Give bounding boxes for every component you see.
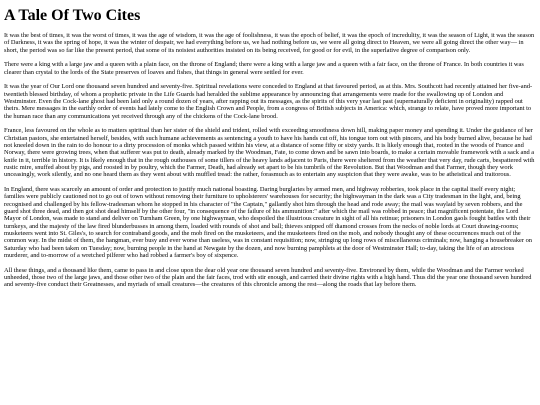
paragraph-6: All these things, and a thousand like them, came to pass in and close upon the dear old year one thousand seven hundred and seventy-five. Environed by them, while the Woodman and the Farmer worked unheeded, those two of the large jaws, and those other two of the plain and the fair faces, trod with stir enough, and carried their divine rights with a high hand. Thus did the year one thousand seven hundred and seventy-five conduct their Greatnesses, and myriads of small creatures—the creatures of this chronicle among the rest—along the roads that lay before them.	[4, 266, 532, 289]
paragraph-2: There were a king with a large jaw and a queen with a plain face, on the throne of England; there were a king with a large jaw and a queen with a fair face, on the throne of France. In both countries it was clearer than crystal to the lords of the State preserves of loaves and fishes, that things in general were settled for ever.	[4, 61, 524, 76]
paragraph-5: In England, there was scarcely an amount of order and protection to justify much national boasting. Daring burglaries by armed men, and highway robberies, took place in the capital itself every night; families were publicly cautioned not to go out of town without removing their furniture to upholsterers' warehouses for security; the highwayman in the dark was a City tradesman in the light, and, being recognised and challenged by his fellow-tradesman whom he stopped in his character of "the Captain," gallantly shot him through the head and rode away; the mail was waylaid by seven robbers, and the guard shot three dead, and then got shot dead himself by the other four, "in consequence of the failure of his ammunition:" after which the mail was robbed in peace; that magnificent potentate, the Lord Mayor of London, was made to stand and deliver on Turnham Green, by one highwayman, who despoiled the illustrious creature in sight of all his retinue; prisoners in London gaols fought battles with their turnkeys, and the majesty of the law fired blunderbusses in among them, loaded with rounds of shot and ball; thieves snipped off diamond crosses from the necks of noble lords at Court drawing-rooms; musketeers went into St. Giles's, to search for contraband goods, and the mob fired on the musketeers, and the musketeers fired on the mob, and nobody thought any of these occurrences much out of the common way. In the midst of them, the hangman, ever busy and ever worse than useless, was in constant requisition; now, stringing up long rows of miscellaneous criminals; now, hanging a housebreaker on Saturday who had been taken on Tuesday; now, burning people in the hand at Newgate by the dozen, and now burning pamphlets at the door of Westminster Hall; to-day, taking the life of an atrocious murderer, and to-morrow of a wretched pilferer who had robbed a farmer's boy of sixpence.	[4, 186, 532, 260]
paragraph-3: It was the year of Our Lord one thousand seven hundred and seventy-five. Spiritual revelations were conceded to England at that favoured period, as at this. Mrs. Southcott had recently attained her five-and-twentieth blessed birthday, of whom a prophetic private in the Life Guards had heralded the sublime appearance by announcing that arrangements were made for the swallowing up of London and Westminster. Even the Cock-lane ghost had been laid only a round dozen of years, after rapping out its messages, as the spirits of this very year last past (supernaturally deficient in originality) rapped out theirs. Mere messages in the earthly order of events had lately come to the English Crown and People, from a congress of British subjects in America: which, strange to relate, have proved more important to the human race than any communications yet received through any of the chickens of the Cock-lane brood.	[4, 83, 533, 120]
document-title: A Tale Of Two Cites	[4, 7, 141, 24]
paragraph-1: It was the best of times, it was the worst of times, it was the age of wisdom, it was the age of foolishness, it was the epoch of belief, it was the epoch of incredulity, it was the season of Light, it was the season of Darkness, it was the spring of hope, it was the winter of despair, we had everything before us, we had nothing before us, we were all going direct to Heaven, we were all going direct the other way— in short, the period was so far like the present period, that some of its noisiest authorities insisted on its being received, for good or for evil, in the superlative degree of comparison only.	[4, 32, 535, 54]
paragraph-4: France, less favoured on the whole as to matters spiritual than her sister of the shield and trident, rolled with exceeding smoothness down hill, making paper money and spending it. Under the guidance of her Christian pastors, she entertained herself, besides, with such humane achievements as sentencing a youth to have his hands cut off, his tongue torn out with pincers, and his body burned alive, because he had not kneeled down in the rain to do honour to a dirty procession of monks which passed within his view, at a distance of some fifty or sixty yards. It is likely enough that, rooted in the woods of France and Norway, there were growing trees, when that sufferer was put to death, already marked by the Woodman, Fate, to come down and be sawn into boards, to make a certain movable framework with a sack and a knife in it, terrible in history. It is likely enough that in the rough outhouses of some tillers of the heavy lands adjacent to Paris, there were sheltered from the weather that very day, rude carts, bespattered with rustic mire, snuffed about by pigs, and roosted in by poultry, which the Farmer, Death, had already set apart to be his tumbrils of the Revolution. But that Woodman and that Farmer, though they work unceasingly, work silently, and no one heard them as they went about with muffled tread: the rather, forasmuch as to entertain any suspicion that they were awake, was to be atheistical and traitorous.	[4, 127, 535, 179]
